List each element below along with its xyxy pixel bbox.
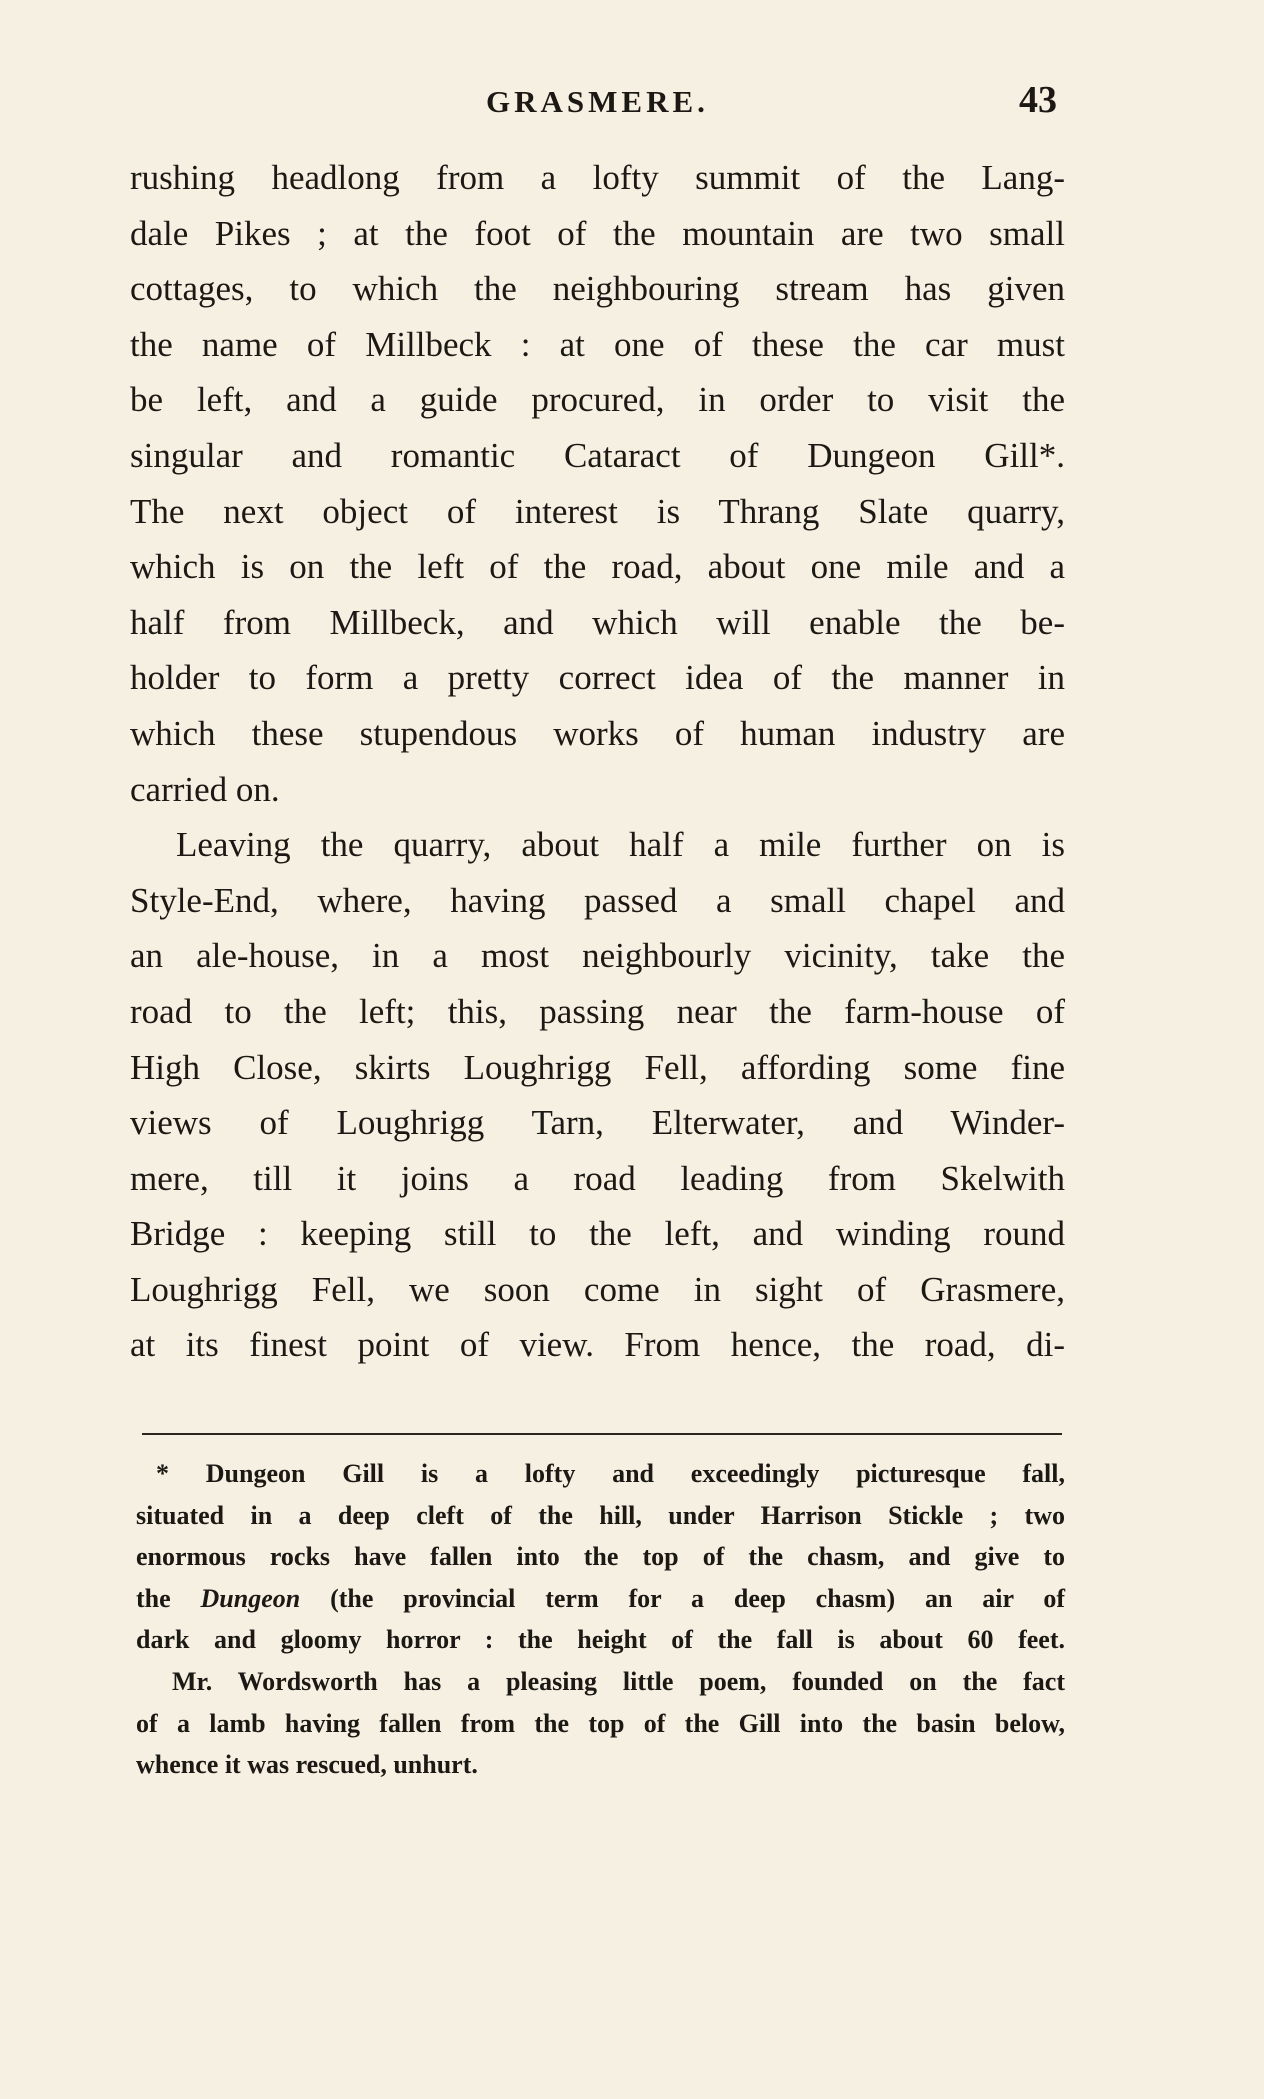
footnote-text: the (136, 1583, 171, 1613)
body-line: rushing headlong from a lofty summit of the Lang- (130, 158, 1065, 197)
body-line: road to the left; this, passing near the farm-house of (130, 991, 1065, 1031)
body-line: at its finest point of view. From hence, the road, di- (130, 1325, 1065, 1365)
body-line: which these stupendous works of human industry are (130, 713, 1065, 753)
body-line: mere, till it joins a road leading from Skelwith (130, 1158, 1065, 1198)
body-text (130, 150, 1065, 1373)
body-line: Bridge : keeping still to the left, and winding round (130, 1214, 1065, 1254)
body-line: which is on the left of the road, about one mile and a (130, 547, 1065, 587)
footnote-line: Mr. Wordsworth has a pleasing little poem, founded on the fact (172, 1666, 1065, 1696)
footnote-line: * Dungeon Gill is a lofty and exceedingly picturesque fall, (156, 1459, 1065, 1488)
body-line: Loughrigg Fell, we soon come in sight of Grasmere, (130, 1269, 1065, 1309)
footnote-rule (142, 1433, 1062, 1435)
page-number: 43 (1019, 79, 1057, 121)
body-line: an ale-house, in a most neighbourly vicinity, take the (130, 936, 1065, 976)
body-line: the name of Millbeck : at one of these the car must (130, 324, 1065, 364)
body-line: Leaving the quarry, about half a mile further on is (176, 825, 1065, 865)
body-line: cottages, to which the neighbouring stream has given (130, 269, 1065, 309)
body-line: High Close, skirts Loughrigg Fell, affording some fine (130, 1047, 1065, 1087)
body-line: holder to form a pretty correct idea of the manner in (130, 658, 1065, 698)
footnote-line: situated in a deep cleft of the hill, under Harrison Stickle ; two (136, 1500, 1065, 1530)
footnote-italic-term: Dungeon (200, 1583, 301, 1613)
footnote-line (136, 1578, 1065, 1620)
body-line: The next object of interest is Thrang Slate quarry, (130, 491, 1065, 531)
footnote-line: enormous rocks have fallen into the top of the chasm, and give to (136, 1542, 1065, 1572)
footnote (136, 1453, 1065, 1786)
body-line: Style-End, where, having passed a small chapel and (130, 880, 1065, 920)
body-line: views of Loughrigg Tarn, Elterwater, and Winder- (130, 1103, 1065, 1143)
body-line: dale Pikes ; at the foot of the mountain are two small (130, 213, 1065, 253)
body-line: singular and romantic Cataract of Dungeon Gill*. (130, 435, 1065, 475)
footnote-text: (the provincial term for a deep chasm) an air of (330, 1583, 1066, 1613)
footnote-line: dark and gloomy horror : the height of the fall is about 60 feet. (136, 1625, 1065, 1655)
footnote-line: of a lamb having fallen from the top of the Gill into the basin below, (136, 1708, 1065, 1738)
footnote-line: whence it was rescued, unhurt. (136, 1750, 478, 1780)
body-line: half from Millbeck, and which will enable the be- (130, 602, 1065, 642)
body-line: carried on. (130, 769, 280, 809)
running-title: GRASMERE. (486, 84, 709, 119)
running-head (130, 78, 1065, 134)
body-line: be left, and a guide procured, in order to visit the (130, 380, 1065, 420)
